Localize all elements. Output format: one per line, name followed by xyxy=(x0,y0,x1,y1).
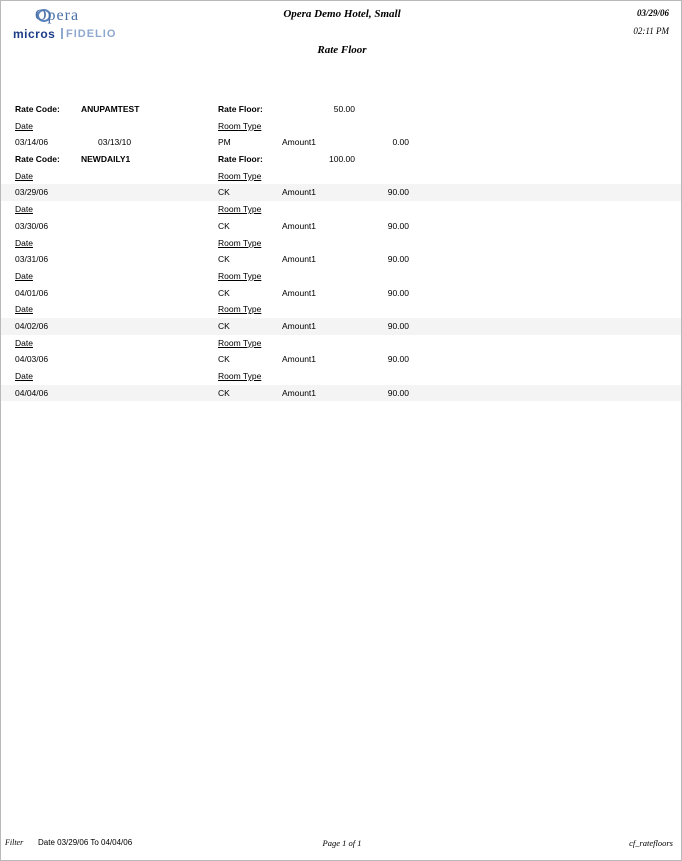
cell-date-end: 03/13/10 xyxy=(98,137,132,148)
cell-room-type: CK xyxy=(218,187,230,198)
cell-amount-label: Amount1 xyxy=(282,387,317,398)
rate-floor-label: Rate Floor: xyxy=(218,104,263,114)
report-id: cf_ratefloors xyxy=(629,838,673,848)
cell-room-type: CK xyxy=(218,287,230,298)
rate-code-value: NEWDAILY1 xyxy=(81,154,131,165)
cell-amount-label: Amount1 xyxy=(282,187,317,198)
column-header-date: Date xyxy=(15,337,33,348)
page-title: Rate Floor xyxy=(317,44,367,56)
column-header-date: Date xyxy=(15,371,33,381)
rate-code-label: Rate Code: xyxy=(15,154,60,165)
cell-room-type: PM xyxy=(218,137,231,148)
rate-floor-value: 50.00 xyxy=(333,104,355,114)
table-row xyxy=(1,184,682,201)
column-header-room-type: Room Type xyxy=(218,304,262,315)
column-header-room-type: Room Type xyxy=(218,204,262,215)
column-header-date: Date xyxy=(15,270,33,281)
filter-value: Date 03/29/06 To 04/04/06 xyxy=(38,838,133,847)
cell-room-type: CK xyxy=(218,354,230,365)
hotel-name: Opera Demo Hotel, Small xyxy=(283,8,401,20)
logo-divider xyxy=(61,28,63,39)
column-header-room-type: Room Type xyxy=(218,237,262,248)
column-header-room-type: Room Type xyxy=(218,120,262,131)
column-header-room-type: Room Type xyxy=(218,371,262,381)
rate-code-value: ANUPAMTEST xyxy=(81,104,140,114)
column-header-room-type: Room Type xyxy=(218,337,262,348)
cell-date: 04/04/06 xyxy=(15,387,49,398)
cell-date: 04/01/06 xyxy=(15,287,49,298)
cell-room-type: CK xyxy=(218,220,230,231)
table-row xyxy=(1,335,682,352)
table-row xyxy=(1,318,682,335)
column-header-date: Date xyxy=(15,204,33,215)
column-header-date: Date xyxy=(15,237,33,248)
rate-floor-value: 100.00 xyxy=(329,154,355,165)
header-time: 02:11 PM xyxy=(633,26,669,36)
cell-amount-label: Amount1 xyxy=(282,354,317,365)
cell-date: 03/14/06 xyxy=(15,137,49,148)
cell-room-type: CK xyxy=(218,254,230,265)
table-row xyxy=(1,368,682,385)
cell-amount-value: 90.00 xyxy=(387,187,409,198)
report-body xyxy=(1,101,682,401)
cell-amount-label: Amount1 xyxy=(282,137,317,148)
cell-room-type: CK xyxy=(218,320,230,331)
column-header-date: Date xyxy=(15,170,33,181)
cell-amount-value: 90.00 xyxy=(387,220,409,231)
rate-code-label: Rate Code: xyxy=(15,104,60,114)
table-row xyxy=(1,118,682,135)
opera-wordmark: Opera xyxy=(35,7,80,24)
fidelio-wordmark: FIDELIO xyxy=(66,28,117,40)
page-number: Page 1 of 1 xyxy=(322,838,362,848)
column-header-room-type: Room Type xyxy=(218,270,262,281)
table-row xyxy=(1,201,682,218)
table-row xyxy=(1,268,682,285)
cell-amount-value: 0.00 xyxy=(392,137,409,148)
micros-wordmark: micros xyxy=(13,27,56,41)
table-row xyxy=(1,351,682,368)
cell-date: 04/02/06 xyxy=(15,320,49,331)
table-row xyxy=(1,168,682,185)
cell-amount-label: Amount1 xyxy=(282,287,317,298)
column-header-date: Date xyxy=(15,120,33,131)
table-row xyxy=(1,385,682,402)
rate-floor-label: Rate Floor: xyxy=(218,154,263,165)
cell-date: 03/29/06 xyxy=(15,187,49,198)
table-row xyxy=(1,301,682,318)
cell-room-type: CK xyxy=(218,387,230,398)
table-row xyxy=(1,285,682,302)
table-row xyxy=(1,101,682,118)
cell-amount-label: Amount1 xyxy=(282,220,317,231)
cell-amount-value: 90.00 xyxy=(387,254,409,265)
header-date: 03/29/06 xyxy=(636,8,669,18)
cell-date: 03/31/06 xyxy=(15,254,49,265)
table-row xyxy=(1,151,682,168)
table-row xyxy=(1,235,682,252)
column-header-date: Date xyxy=(15,304,33,315)
cell-date: 04/03/06 xyxy=(15,354,49,365)
column-header-room-type: Room Type xyxy=(218,170,262,181)
cell-amount-label: Amount1 xyxy=(282,254,317,265)
table-row xyxy=(1,134,682,151)
table-row xyxy=(1,218,682,235)
cell-amount-value: 90.00 xyxy=(387,320,409,331)
cell-date: 03/30/06 xyxy=(15,220,49,231)
filter-label: Filter xyxy=(5,838,24,847)
cell-amount-value: 90.00 xyxy=(387,287,409,298)
cell-amount-label: Amount1 xyxy=(282,320,317,331)
cell-amount-value: 90.00 xyxy=(387,387,409,398)
table-row xyxy=(1,251,682,268)
cell-amount-value: 90.00 xyxy=(387,354,409,365)
